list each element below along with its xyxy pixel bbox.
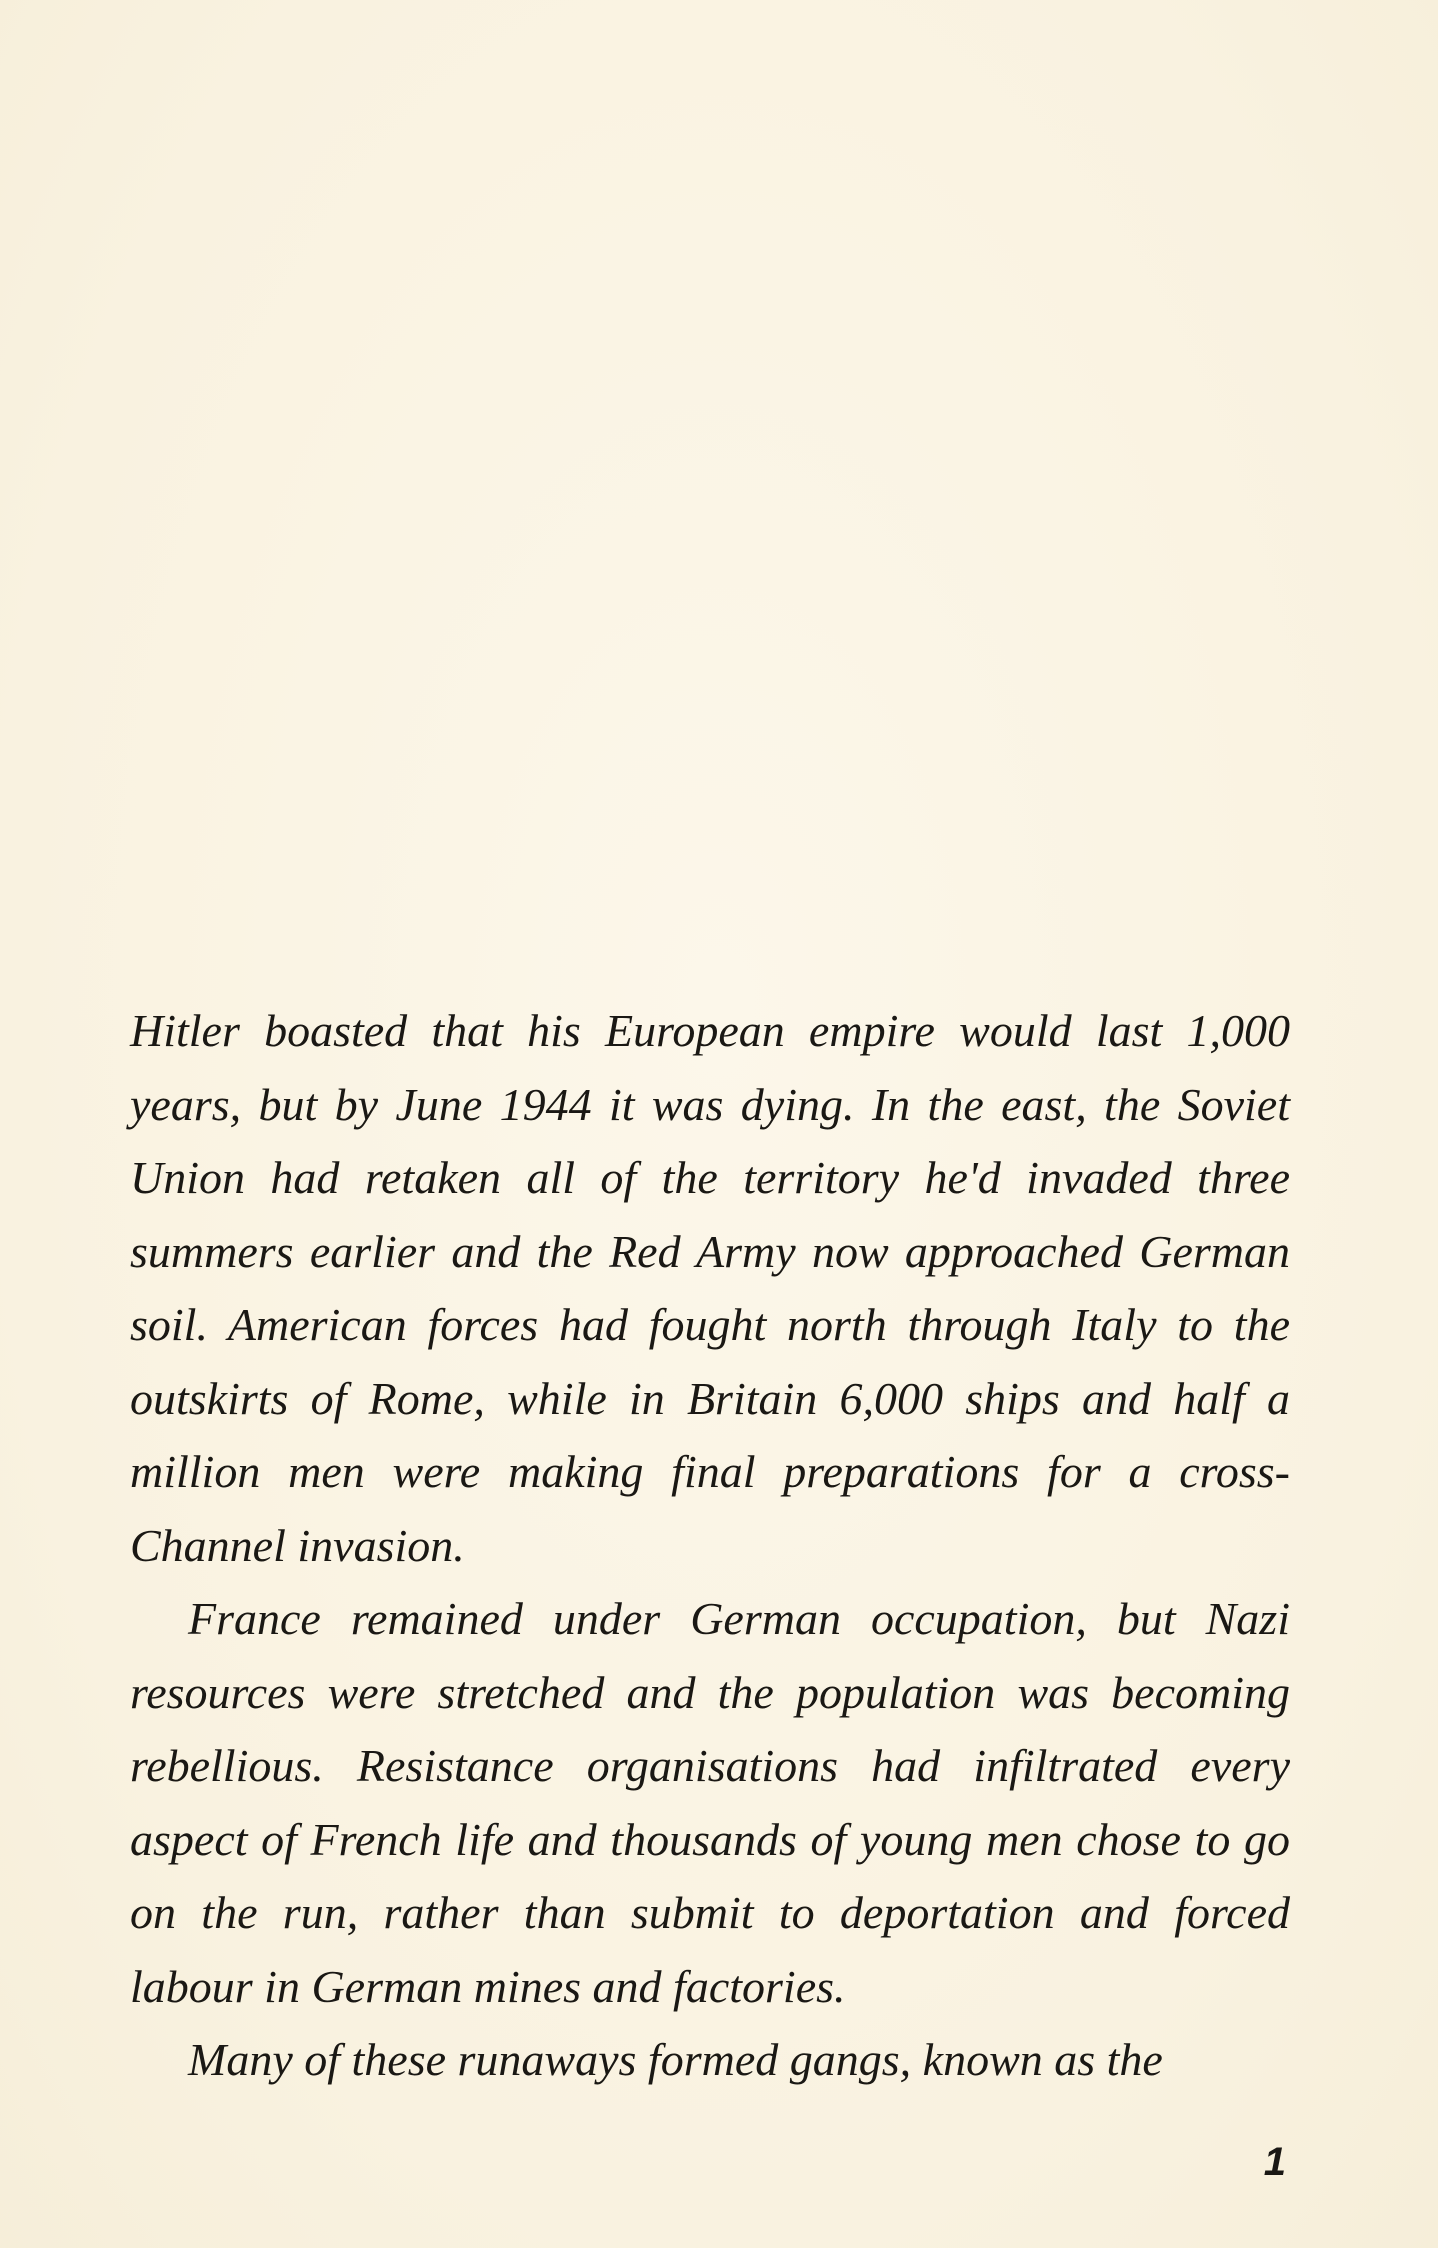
paragraph-1: Hitler boasted that his European empire would last 1,000 years, but by June 1944 it was dying. In the east, the Soviet Union had retaken all of the territory he'd invaded three summers earlier and the Red Army now approached German soil. American forces had fought north through Italy to the outskirts of Rome, while in Britain 6,000 ships and half a million men were making final preparations for a cross-Channel invasion.: [130, 1005, 1290, 1571]
paragraph-2: France remained under German occupation, but Nazi resources were stretched and the population was becoming rebellious. Resistance organisations had infiltrated every aspect of French life and thousands of young men chose to go on the run, rather than submit to deportation and forced labour in German mines and factories.: [130, 1593, 1290, 2012]
page-number: 1: [1263, 2140, 1286, 2184]
body-text: [130, 994, 1290, 2097]
paragraph-3: Many of these runaways formed gangs, known as the: [188, 2034, 1163, 2085]
